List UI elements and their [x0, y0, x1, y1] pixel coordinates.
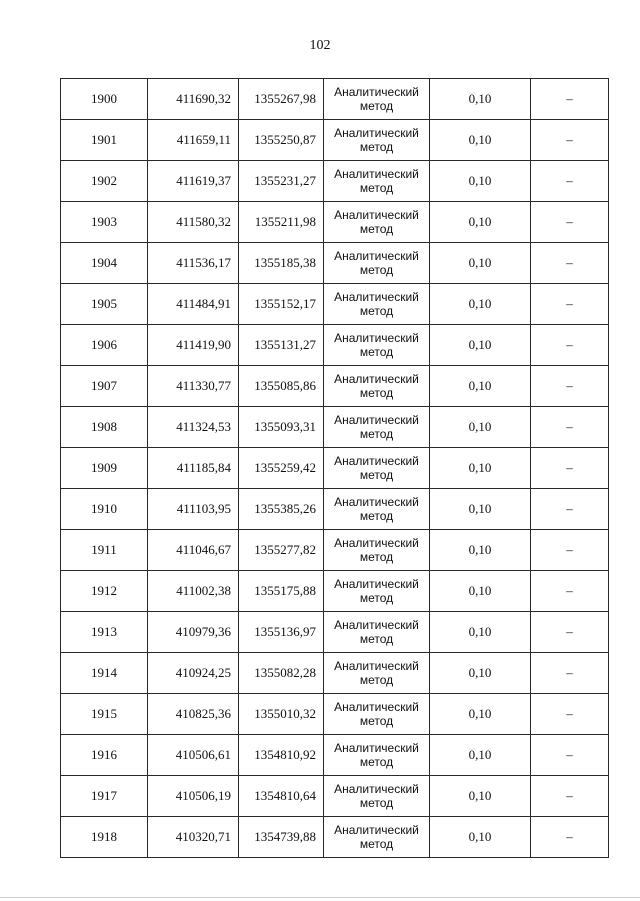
method-line-1: Аналитический: [334, 618, 419, 632]
table-row: [61, 120, 609, 161]
x-coordinate-cell: 411536,17: [148, 243, 239, 284]
note-cell: –: [531, 489, 609, 530]
y-coordinate-cell: 1355152,17: [239, 284, 324, 325]
method-cell: [324, 530, 430, 571]
precision-cell: 0,10: [430, 202, 531, 243]
precision-cell: 0,10: [430, 161, 531, 202]
method-cell: [324, 735, 430, 776]
y-coordinate-cell: 1354810,64: [239, 776, 324, 817]
point-id-cell: 1906: [61, 325, 148, 366]
table-row: [61, 776, 609, 817]
method-line-1: Аналитический: [334, 413, 419, 427]
method-line-1: Аналитический: [334, 290, 419, 304]
x-coordinate-cell: 410924,25: [148, 653, 239, 694]
method-line-1: Аналитический: [334, 85, 419, 99]
point-id-cell: 1916: [61, 735, 148, 776]
method-line-2: метод: [359, 468, 394, 482]
y-coordinate-cell: 1355231,27: [239, 161, 324, 202]
method-cell: [324, 243, 430, 284]
coordinates-table: [60, 78, 609, 858]
x-coordinate-cell: 411690,32: [148, 79, 239, 120]
note-cell: –: [531, 325, 609, 366]
note-cell: –: [531, 735, 609, 776]
x-coordinate-cell: 410506,61: [148, 735, 239, 776]
point-id-cell: 1909: [61, 448, 148, 489]
method-line-2: метод: [359, 427, 394, 441]
point-id-cell: 1905: [61, 284, 148, 325]
note-cell: –: [531, 817, 609, 858]
note-cell: –: [531, 776, 609, 817]
y-coordinate-cell: 1355093,31: [239, 407, 324, 448]
y-coordinate-cell: 1355259,42: [239, 448, 324, 489]
y-coordinate-cell: 1355267,98: [239, 79, 324, 120]
x-coordinate-cell: 411659,11: [148, 120, 239, 161]
table-body: [61, 79, 609, 858]
table-row: [61, 530, 609, 571]
y-coordinate-cell: 1355085,86: [239, 366, 324, 407]
table-row: [61, 653, 609, 694]
precision-cell: 0,10: [430, 325, 531, 366]
method-cell: [324, 161, 430, 202]
table-row: [61, 243, 609, 284]
method-line-1: Аналитический: [334, 823, 419, 837]
point-id-cell: 1900: [61, 79, 148, 120]
point-id-cell: 1912: [61, 571, 148, 612]
method-line-1: Аналитический: [334, 372, 419, 386]
x-coordinate-cell: 411419,90: [148, 325, 239, 366]
point-id-cell: 1904: [61, 243, 148, 284]
note-cell: –: [531, 448, 609, 489]
x-coordinate-cell: 411002,38: [148, 571, 239, 612]
table-row: [61, 694, 609, 735]
note-cell: –: [531, 161, 609, 202]
page-bottom-edge: [0, 897, 640, 898]
note-cell: –: [531, 612, 609, 653]
method-cell: [324, 612, 430, 653]
x-coordinate-cell: 411324,53: [148, 407, 239, 448]
method-line-1: Аналитический: [334, 167, 419, 181]
method-line-2: метод: [359, 714, 394, 728]
method-cell: [324, 407, 430, 448]
table-row: [61, 448, 609, 489]
table-row: [61, 325, 609, 366]
method-line-1: Аналитический: [334, 741, 419, 755]
method-line-2: метод: [359, 673, 394, 687]
note-cell: –: [531, 530, 609, 571]
method-line-1: Аналитический: [334, 495, 419, 509]
table-row: [61, 735, 609, 776]
method-line-1: Аналитический: [334, 659, 419, 673]
x-coordinate-cell: 411580,32: [148, 202, 239, 243]
method-cell: [324, 817, 430, 858]
method-line-2: метод: [359, 263, 394, 277]
precision-cell: 0,10: [430, 735, 531, 776]
method-line-1: Аналитический: [334, 577, 419, 591]
method-line-2: метод: [359, 837, 394, 851]
method-line-1: Аналитический: [334, 536, 419, 550]
table-row: [61, 817, 609, 858]
method-line-2: метод: [359, 632, 394, 646]
x-coordinate-cell: 411103,95: [148, 489, 239, 530]
precision-cell: 0,10: [430, 489, 531, 530]
y-coordinate-cell: 1355277,82: [239, 530, 324, 571]
method-line-2: метод: [359, 345, 394, 359]
method-line-1: Аналитический: [334, 126, 419, 140]
method-cell: [324, 571, 430, 612]
table-row: [61, 489, 609, 530]
method-line-1: Аналитический: [334, 700, 419, 714]
y-coordinate-cell: 1355010,32: [239, 694, 324, 735]
method-line-1: Аналитический: [334, 454, 419, 468]
point-id-cell: 1902: [61, 161, 148, 202]
note-cell: –: [531, 120, 609, 161]
precision-cell: 0,10: [430, 407, 531, 448]
method-line-2: метод: [359, 99, 394, 113]
method-cell: [324, 79, 430, 120]
method-cell: [324, 202, 430, 243]
point-id-cell: 1915: [61, 694, 148, 735]
table-row: [61, 161, 609, 202]
method-line-1: Аналитический: [334, 208, 419, 222]
x-coordinate-cell: 410825,36: [148, 694, 239, 735]
table-row: [61, 202, 609, 243]
method-line-2: метод: [359, 222, 394, 236]
method-line-1: Аналитический: [334, 249, 419, 263]
y-coordinate-cell: 1354810,92: [239, 735, 324, 776]
precision-cell: 0,10: [430, 612, 531, 653]
method-line-1: Аналитический: [334, 331, 419, 345]
x-coordinate-cell: 411046,67: [148, 530, 239, 571]
x-coordinate-cell: 411330,77: [148, 366, 239, 407]
point-id-cell: 1908: [61, 407, 148, 448]
page-number: 102: [309, 38, 331, 53]
method-line-2: метод: [359, 304, 394, 318]
y-coordinate-cell: 1355385,26: [239, 489, 324, 530]
precision-cell: 0,10: [430, 366, 531, 407]
point-id-cell: 1907: [61, 366, 148, 407]
precision-cell: 0,10: [430, 79, 531, 120]
note-cell: –: [531, 202, 609, 243]
table-row: [61, 407, 609, 448]
x-coordinate-cell: 410979,36: [148, 612, 239, 653]
y-coordinate-cell: 1355250,87: [239, 120, 324, 161]
x-coordinate-cell: 411619,37: [148, 161, 239, 202]
y-coordinate-cell: 1355211,98: [239, 202, 324, 243]
y-coordinate-cell: 1354739,88: [239, 817, 324, 858]
y-coordinate-cell: 1355136,97: [239, 612, 324, 653]
x-coordinate-cell: 410320,71: [148, 817, 239, 858]
precision-cell: 0,10: [430, 120, 531, 161]
method-cell: [324, 366, 430, 407]
point-id-cell: 1911: [61, 530, 148, 571]
method-cell: [324, 448, 430, 489]
note-cell: –: [531, 571, 609, 612]
x-coordinate-cell: 410506,19: [148, 776, 239, 817]
method-cell: [324, 653, 430, 694]
method-line-2: метод: [359, 796, 394, 810]
table-row: [61, 79, 609, 120]
method-line-2: метод: [359, 591, 394, 605]
y-coordinate-cell: 1355082,28: [239, 653, 324, 694]
method-line-1: Аналитический: [334, 782, 419, 796]
precision-cell: 0,10: [430, 694, 531, 735]
y-coordinate-cell: 1355175,88: [239, 571, 324, 612]
precision-cell: 0,10: [430, 571, 531, 612]
method-cell: [324, 489, 430, 530]
method-line-2: метод: [359, 181, 394, 195]
point-id-cell: 1914: [61, 653, 148, 694]
method-cell: [324, 325, 430, 366]
y-coordinate-cell: 1355131,27: [239, 325, 324, 366]
table-row: [61, 612, 609, 653]
precision-cell: 0,10: [430, 776, 531, 817]
method-line-2: метод: [359, 755, 394, 769]
x-coordinate-cell: 411185,84: [148, 448, 239, 489]
table-row: [61, 571, 609, 612]
point-id-cell: 1913: [61, 612, 148, 653]
note-cell: –: [531, 79, 609, 120]
point-id-cell: 1918: [61, 817, 148, 858]
point-id-cell: 1903: [61, 202, 148, 243]
method-cell: [324, 694, 430, 735]
method-cell: [324, 120, 430, 161]
note-cell: –: [531, 284, 609, 325]
method-line-2: метод: [359, 509, 394, 523]
table-row: [61, 366, 609, 407]
precision-cell: 0,10: [430, 653, 531, 694]
method-line-2: метод: [359, 550, 394, 564]
note-cell: –: [531, 653, 609, 694]
point-id-cell: 1910: [61, 489, 148, 530]
note-cell: –: [531, 366, 609, 407]
method-cell: [324, 284, 430, 325]
precision-cell: 0,10: [430, 284, 531, 325]
method-line-2: метод: [359, 386, 394, 400]
y-coordinate-cell: 1355185,38: [239, 243, 324, 284]
point-id-cell: 1901: [61, 120, 148, 161]
table-row: [61, 284, 609, 325]
note-cell: –: [531, 243, 609, 284]
method-line-2: метод: [359, 140, 394, 154]
x-coordinate-cell: 411484,91: [148, 284, 239, 325]
method-cell: [324, 776, 430, 817]
precision-cell: 0,10: [430, 530, 531, 571]
note-cell: –: [531, 694, 609, 735]
precision-cell: 0,10: [430, 448, 531, 489]
note-cell: –: [531, 407, 609, 448]
precision-cell: 0,10: [430, 817, 531, 858]
precision-cell: 0,10: [430, 243, 531, 284]
point-id-cell: 1917: [61, 776, 148, 817]
